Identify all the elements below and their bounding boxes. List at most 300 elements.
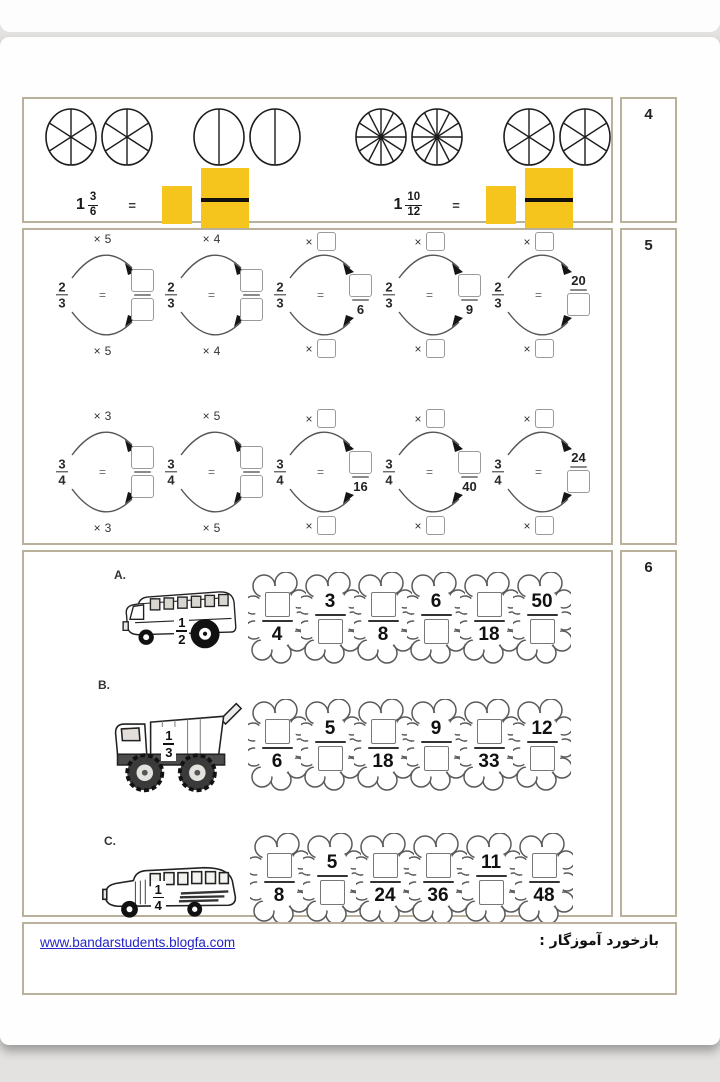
result-fraction	[240, 446, 263, 498]
cloud-fraction	[460, 699, 518, 791]
circle-pair	[44, 107, 154, 167]
divided-circle-6-slices	[100, 107, 154, 167]
fraction-bar	[370, 881, 401, 883]
multiplier-label	[266, 232, 375, 251]
cloud-fraction	[407, 699, 465, 791]
equivalent-fraction-exercise	[266, 407, 375, 537]
multiplier-label	[266, 516, 375, 535]
numerator: 2	[385, 279, 393, 295]
denominator-answer-box[interactable]	[530, 619, 555, 644]
equals-sign: =	[207, 465, 216, 479]
fraction-bar	[262, 620, 293, 622]
multiplier-answer-box[interactable]	[535, 409, 554, 428]
fraction-bar	[461, 299, 478, 301]
result-denominator-value: 9	[465, 302, 474, 317]
fraction-bar	[315, 741, 346, 743]
divided-circle-12-slices	[410, 107, 464, 167]
numerator-answer-box[interactable]	[477, 719, 502, 744]
base-fraction	[383, 279, 395, 310]
result-fraction	[458, 451, 481, 493]
multiplier-label	[484, 409, 593, 428]
multiplier-label	[48, 344, 157, 358]
multiplier-value: 5	[104, 344, 112, 358]
fraction-bar	[474, 620, 505, 622]
circle-pair	[192, 107, 302, 167]
numerator-value: 50	[531, 590, 553, 612]
equals-sign: =	[98, 465, 107, 479]
fraction-bar	[423, 881, 454, 883]
times-sign: ×	[523, 341, 531, 356]
denominator: 4	[58, 472, 66, 488]
divided-circle-6-slices	[502, 107, 556, 167]
cloud-fraction	[248, 699, 306, 791]
result-denominator-answer-box[interactable]	[567, 470, 590, 493]
base-fraction	[383, 456, 395, 487]
equivalent-fraction-cloud	[513, 699, 571, 791]
answer-box-whole[interactable]	[486, 186, 516, 224]
fraction-bar	[570, 289, 587, 291]
section4-problem-1	[24, 99, 318, 221]
fraction-bar	[264, 881, 295, 883]
equivalent-fraction-cloud	[513, 572, 571, 664]
result-fraction	[349, 274, 372, 316]
times-sign: ×	[523, 234, 531, 249]
result-numerator-answer-box[interactable]	[131, 446, 154, 469]
denominator-value: 8	[273, 885, 285, 907]
fraction	[88, 191, 98, 219]
vehicle-school-bus	[118, 572, 246, 664]
multiplier-value: 5	[104, 232, 112, 246]
numerator-answer-box[interactable]	[371, 592, 396, 617]
denominator-value: 48	[533, 885, 555, 907]
result-numerator-answer-box[interactable]	[349, 274, 372, 297]
times-sign: ×	[523, 518, 531, 533]
numerator: 2	[58, 279, 66, 295]
numerator-value: 3	[324, 590, 336, 612]
fraction-bar	[315, 614, 346, 616]
question-number-4: 4	[620, 97, 677, 223]
equals-sign: =	[425, 288, 434, 302]
base-fraction	[165, 279, 177, 310]
cloud-fraction	[356, 833, 414, 925]
cloud-fraction	[250, 833, 308, 925]
multiplier-label	[484, 339, 593, 358]
equals-sign: =	[425, 465, 434, 479]
result-numerator-answer-box[interactable]	[240, 446, 263, 469]
denominator: 4	[154, 898, 162, 914]
denominator: 4	[276, 472, 284, 488]
equivalent-fraction-cloud	[460, 572, 518, 664]
whole-number: 1	[76, 196, 85, 214]
vehicle-row-b	[24, 678, 611, 812]
numerator: 10	[407, 191, 421, 204]
equivalent-fraction-exercise	[375, 230, 484, 360]
answer-box-fraction[interactable]	[201, 168, 249, 235]
question-number-6: 6	[620, 550, 677, 917]
base-fraction	[56, 456, 68, 487]
cloud-fraction	[407, 572, 465, 664]
vehicle-fraction	[161, 727, 176, 761]
result-fraction	[567, 274, 590, 316]
result-denominator-answer-box[interactable]	[240, 298, 263, 321]
fraction-bar	[368, 747, 399, 749]
fraction-bar	[368, 620, 399, 622]
denominator-answer-box[interactable]	[479, 880, 504, 905]
equivalent-fraction-exercise	[48, 230, 157, 360]
equivalent-fraction-cloud	[250, 833, 308, 925]
cloud-fraction	[513, 699, 571, 791]
cloud-fraction	[460, 572, 518, 664]
numerator: 1	[154, 881, 162, 897]
vehicle-dump-truck	[100, 689, 246, 801]
times-sign: ×	[414, 411, 422, 426]
multiplier-label	[375, 232, 484, 251]
fraction-bar	[421, 741, 452, 743]
multiplier-label	[375, 339, 484, 358]
numerator: 2	[276, 279, 284, 295]
cloud-fraction	[248, 572, 306, 664]
multiplier-label	[157, 232, 266, 246]
result-denominator-value: 16	[353, 479, 368, 494]
mixed-number-equation	[44, 176, 318, 235]
fraction-bar	[527, 614, 558, 616]
multiplier-label	[266, 339, 375, 358]
denominator: 3	[494, 295, 502, 311]
denominator: 3	[58, 295, 66, 311]
multiplier-label	[48, 521, 157, 535]
top-card	[0, 0, 720, 32]
base-fraction	[56, 279, 68, 310]
multiplier-answer-box[interactable]	[426, 516, 445, 535]
vehicle-row-a	[24, 564, 611, 672]
divided-circle-6-slices	[558, 107, 612, 167]
equivalent-fraction-cloud	[515, 833, 573, 925]
multiplier-label	[157, 409, 266, 423]
multiplier-answer-box[interactable]	[426, 409, 445, 428]
times-sign: ×	[305, 234, 313, 249]
equals-sign: =	[207, 288, 216, 302]
numerator-answer-box[interactable]	[532, 853, 557, 878]
answer-box-numerator[interactable]	[201, 168, 249, 198]
denominator: 3	[385, 295, 393, 311]
multiplier-label	[157, 521, 266, 535]
equals-sign: =	[128, 197, 136, 213]
fraction	[405, 191, 422, 219]
multiplier-label	[484, 516, 593, 535]
divided-circle-2-slices	[192, 107, 246, 167]
fraction-bar	[317, 875, 348, 877]
circle-pair	[502, 107, 612, 167]
denominator: 4	[385, 472, 393, 488]
equivalent-fraction-exercise	[375, 407, 484, 537]
cloud-fraction	[301, 699, 359, 791]
vehicle-fraction	[174, 614, 189, 648]
times-sign: ×	[305, 341, 313, 356]
denominator-answer-box[interactable]	[424, 746, 449, 771]
circle-pair	[354, 107, 464, 167]
equals-sign: =	[316, 288, 325, 302]
row-letter-label: A.	[114, 568, 126, 582]
numerator-answer-box[interactable]	[265, 592, 290, 617]
result-denominator-value: 40	[462, 479, 477, 494]
numerator: 3	[276, 456, 284, 472]
result-numerator-value: 20	[571, 273, 586, 288]
divided-circle-12-slices	[354, 107, 408, 167]
mixed-number	[76, 191, 98, 219]
section4-problem-2	[318, 99, 612, 221]
denominator: 3	[167, 295, 175, 311]
equals-sign: =	[534, 465, 543, 479]
cloud-fraction	[513, 572, 571, 664]
section-6-cell	[22, 550, 613, 917]
fraction-bar	[243, 471, 260, 473]
numerator: 3	[494, 456, 502, 472]
times-sign: ×	[523, 411, 531, 426]
equivalent-fraction-cloud	[460, 699, 518, 791]
fraction-bar	[527, 741, 558, 743]
result-numerator-value: 24	[571, 450, 586, 465]
vehicle-fraction	[151, 881, 166, 915]
numerator-value: 11	[480, 851, 502, 873]
fraction-bar	[474, 747, 505, 749]
fraction-bar	[262, 747, 293, 749]
numerator-answer-box[interactable]	[371, 719, 396, 744]
multiplier-answer-box[interactable]	[426, 232, 445, 251]
section-5-cell	[22, 228, 613, 545]
denominator-value: 33	[478, 751, 500, 773]
numerator-value: 9	[430, 717, 442, 739]
denominator: 6	[89, 205, 97, 218]
multiplier-label	[266, 409, 375, 428]
denominator-answer-box[interactable]	[424, 619, 449, 644]
whole-number: 1	[393, 196, 403, 214]
numerator: 1	[165, 728, 173, 744]
equals-sign: =	[452, 197, 460, 213]
answer-box-fraction[interactable]	[525, 168, 573, 235]
multiplier-answer-box[interactable]	[535, 339, 554, 358]
result-numerator-answer-box[interactable]	[458, 274, 481, 297]
numerator-answer-box[interactable]	[267, 853, 292, 878]
denominator: 3	[276, 295, 284, 311]
result-denominator-answer-box[interactable]	[131, 475, 154, 498]
fraction-bar	[134, 294, 151, 296]
equivalent-fraction-cloud	[354, 572, 412, 664]
cloud-chain	[248, 699, 566, 791]
multiplier-answer-box[interactable]	[535, 232, 554, 251]
denominator: 4	[167, 472, 175, 488]
cloud-chain	[250, 833, 568, 925]
equivalent-fraction-exercise	[266, 230, 375, 360]
denominator-value: 8	[377, 624, 389, 646]
numerator-value: 12	[531, 717, 553, 739]
cloud-fraction	[303, 833, 361, 925]
denominator-value: 36	[427, 885, 449, 907]
numerator-value: 5	[324, 717, 336, 739]
exercise-row-2	[24, 407, 611, 537]
base-fraction	[274, 279, 286, 310]
fraction-circles-group	[44, 107, 318, 167]
numerator: 2	[494, 279, 502, 295]
fraction-bar	[243, 294, 260, 296]
base-fraction	[165, 456, 177, 487]
equivalent-fraction-cloud	[248, 572, 306, 664]
result-denominator-value: 6	[356, 302, 365, 317]
equivalent-fraction-exercise	[48, 407, 157, 537]
numerator: 1	[178, 615, 186, 631]
equivalent-fraction-exercise	[157, 407, 266, 537]
result-denominator-answer-box[interactable]	[567, 293, 590, 316]
result-fraction	[458, 274, 481, 316]
fraction-bar	[529, 881, 560, 883]
equivalent-fraction-cloud	[248, 699, 306, 791]
result-numerator-answer-box[interactable]	[349, 451, 372, 474]
equivalent-fraction-exercise	[484, 407, 593, 537]
numerator: 3	[167, 456, 175, 472]
times-sign: ×	[202, 344, 210, 358]
mixed-number-equation	[354, 176, 612, 235]
times-sign: ×	[305, 518, 313, 533]
equals-sign: =	[534, 288, 543, 302]
multiplier-label	[157, 344, 266, 358]
equivalent-fraction-exercise	[157, 230, 266, 360]
cloud-chain	[248, 572, 566, 664]
multiplier-value: 3	[104, 409, 112, 423]
multiplier-label	[375, 516, 484, 535]
multiplier-value: 3	[104, 521, 112, 535]
numerator-value: 6	[430, 590, 442, 612]
result-fraction	[131, 446, 154, 498]
numerator: 2	[167, 279, 175, 295]
answer-box-whole[interactable]	[162, 186, 192, 224]
result-denominator-answer-box[interactable]	[240, 475, 263, 498]
result-fraction	[131, 269, 154, 321]
multiplier-label	[48, 232, 157, 246]
divided-circle-2-slices	[248, 107, 302, 167]
numerator-value: 5	[326, 851, 338, 873]
multiplier-value: 5	[213, 409, 221, 423]
times-sign: ×	[414, 518, 422, 533]
numerator: 3	[58, 456, 66, 472]
row-letter-label: B.	[98, 678, 110, 692]
denominator: 3	[165, 744, 173, 760]
multiplier-answer-box[interactable]	[317, 409, 336, 428]
result-fraction	[567, 451, 590, 493]
result-fraction	[240, 269, 263, 321]
multiplier-value: 4	[213, 344, 221, 358]
vehicle-row-c	[24, 826, 611, 932]
denominator: 2	[178, 631, 186, 647]
fraction-bar	[352, 299, 369, 301]
numerator: 3	[89, 191, 97, 204]
times-sign: ×	[93, 344, 101, 358]
footer-cell	[22, 922, 677, 995]
result-numerator-answer-box[interactable]	[131, 269, 154, 292]
worksheet-page	[0, 37, 720, 1045]
multiplier-label	[484, 232, 593, 251]
cloud-fraction	[354, 572, 412, 664]
website-link[interactable]: www.bandarstudents.blogfa.com	[40, 935, 236, 950]
base-fraction	[492, 456, 504, 487]
times-sign: ×	[202, 232, 210, 246]
result-denominator-answer-box[interactable]	[131, 298, 154, 321]
denominator-value: 4	[271, 624, 283, 646]
denominator-value: 18	[478, 624, 500, 646]
denominator: 4	[494, 472, 502, 488]
answer-box-numerator[interactable]	[525, 168, 573, 198]
exercise-row-1	[24, 230, 611, 360]
base-fraction	[274, 456, 286, 487]
cloud-fraction	[515, 833, 573, 925]
denominator-answer-box[interactable]	[530, 746, 555, 771]
times-sign: ×	[93, 232, 101, 246]
multiplier-answer-box[interactable]	[317, 232, 336, 251]
question-number-5: 5	[620, 228, 677, 545]
equals-sign: =	[98, 288, 107, 302]
base-fraction	[492, 279, 504, 310]
result-numerator-answer-box[interactable]	[458, 451, 481, 474]
vehicle-city-bus	[96, 844, 248, 928]
cloud-fraction	[462, 833, 520, 925]
multiplier-value: 5	[213, 521, 221, 535]
fraction-bar	[476, 875, 507, 877]
numerator: 3	[385, 456, 393, 472]
times-sign: ×	[202, 521, 210, 535]
numerator-answer-box[interactable]	[426, 853, 451, 878]
fraction-bar	[352, 476, 369, 478]
denominator-value: 24	[374, 885, 396, 907]
denominator: 12	[407, 205, 421, 218]
denominator-value: 6	[271, 751, 283, 773]
bus-image	[96, 844, 248, 928]
fraction-circles-group	[354, 107, 612, 167]
equivalent-fraction-cloud	[356, 833, 414, 925]
multiplier-answer-box[interactable]	[317, 339, 336, 358]
numerator-answer-box[interactable]	[373, 853, 398, 878]
denominator-answer-box[interactable]	[318, 746, 343, 771]
divided-circle-6-slices	[44, 107, 98, 167]
multiplier-answer-box[interactable]	[317, 516, 336, 535]
equivalent-fraction-cloud	[407, 572, 465, 664]
times-sign: ×	[414, 341, 422, 356]
numerator-answer-box[interactable]	[477, 592, 502, 617]
equivalent-fraction-cloud	[301, 699, 359, 791]
fraction-bar	[134, 471, 151, 473]
times-sign: ×	[93, 409, 101, 423]
numerator-answer-box[interactable]	[265, 719, 290, 744]
multiplier-label	[48, 409, 157, 423]
denominator-answer-box[interactable]	[320, 880, 345, 905]
cloud-fraction	[301, 572, 359, 664]
fraction-bar	[570, 466, 587, 468]
denominator-answer-box[interactable]	[318, 619, 343, 644]
equivalent-fraction-cloud	[303, 833, 361, 925]
multiplier-answer-box[interactable]	[426, 339, 445, 358]
teacher-feedback-label: بازخورد آموزگار :	[539, 933, 659, 949]
fraction-bar	[461, 476, 478, 478]
equivalent-fraction-cloud	[354, 699, 412, 791]
result-fraction	[349, 451, 372, 493]
multiplier-answer-box[interactable]	[535, 516, 554, 535]
mixed-number	[394, 191, 423, 219]
section-4-cell	[22, 97, 613, 223]
cloud-fraction	[354, 699, 412, 791]
times-sign: ×	[305, 411, 313, 426]
result-numerator-answer-box[interactable]	[240, 269, 263, 292]
multiplier-label	[375, 409, 484, 428]
equivalent-fraction-cloud	[407, 699, 465, 791]
equals-sign: =	[316, 465, 325, 479]
row-letter-label: C.	[104, 834, 116, 848]
